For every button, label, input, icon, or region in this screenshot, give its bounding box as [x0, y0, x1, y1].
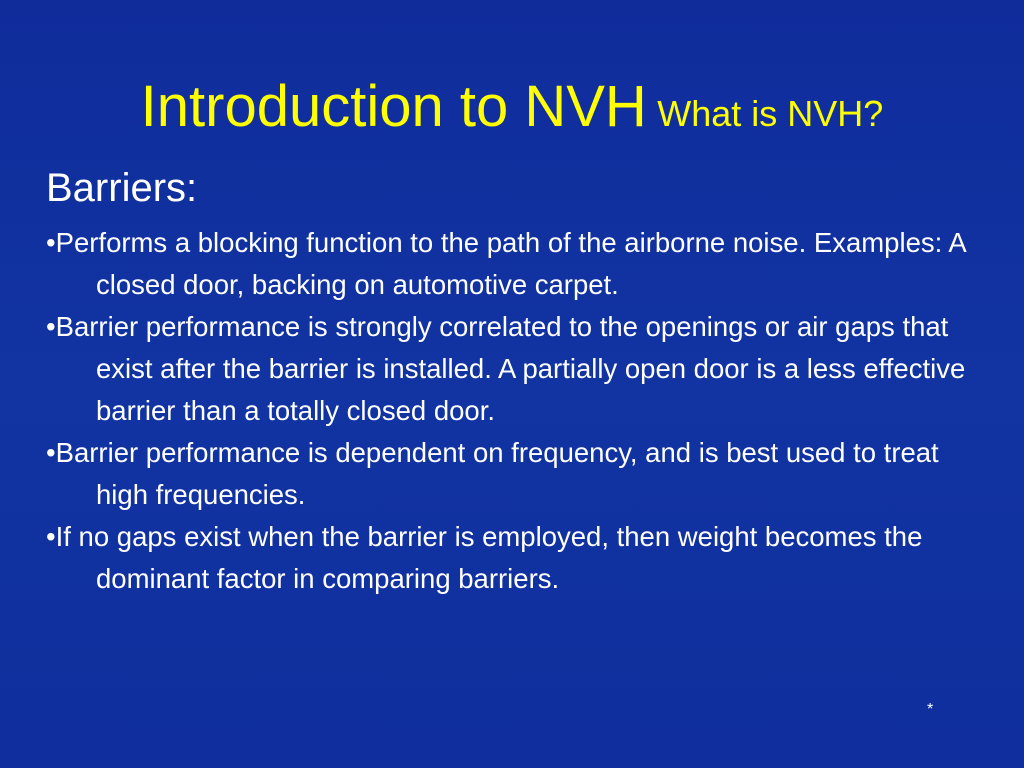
- bullet-text: Barrier performance is dependent on frequency, and is best used to treat high frequencies.: [55, 437, 939, 510]
- bullet-text: Barrier performance is strongly correlated to the openings or air gaps that exist after the barrier is installed. A partially open door is a less effective barrier than a totally closed door.: [55, 311, 966, 426]
- bullet-dot: •: [46, 311, 56, 342]
- bullet-item: [46, 222, 976, 306]
- bullet-dot: •: [46, 521, 56, 552]
- footer-mark: *: [927, 701, 934, 718]
- slide-title-main: Introduction to NVH: [140, 74, 647, 139]
- bullet-text: If no gaps exist when the barrier is employed, then weight becomes the dominant factor in comparing barriers.: [55, 521, 923, 594]
- bullet-list: [46, 222, 976, 600]
- section-heading: Barriers:: [46, 166, 198, 210]
- bullet-dot: •: [46, 227, 56, 258]
- bullet-dot: •: [46, 437, 56, 468]
- bullet-item: [46, 432, 976, 516]
- slide-title: [0, 74, 1024, 139]
- bullet-text: Performs a blocking function to the path of the airborne noise. Examples: A closed door, backing on automotive carpet.: [55, 227, 966, 300]
- bullet-item: [46, 516, 976, 600]
- slide-title-sub: What is NVH?: [657, 93, 884, 134]
- bullet-item: [46, 306, 976, 432]
